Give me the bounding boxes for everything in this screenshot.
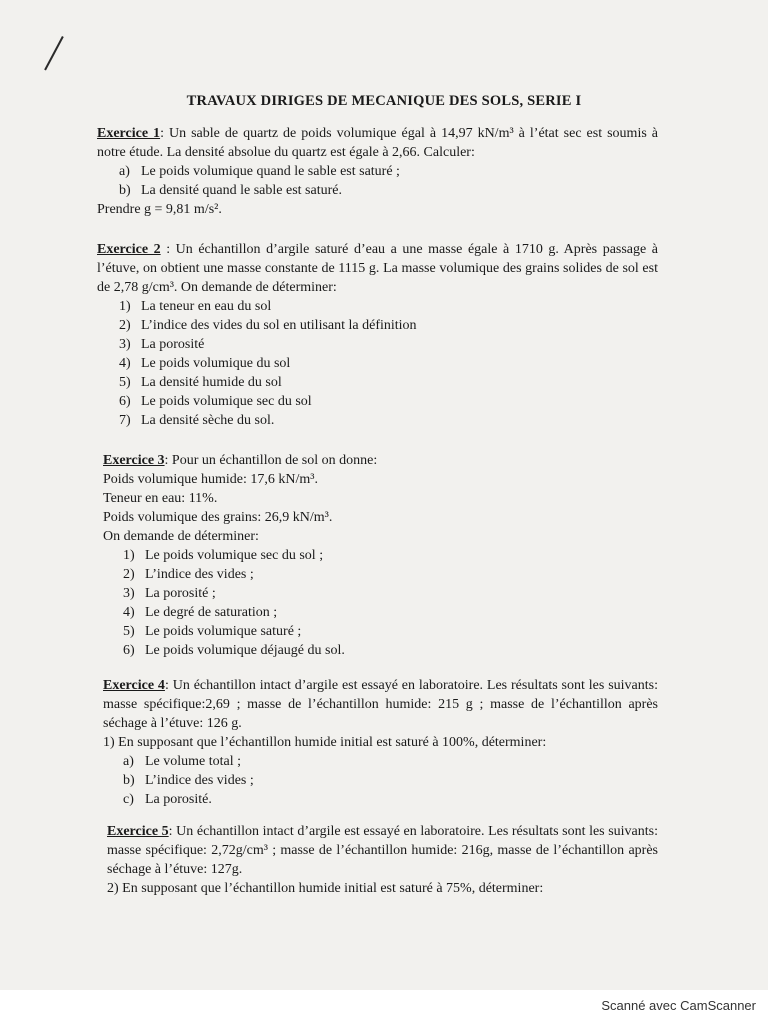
document-title: TRAVAUX DIRIGES DE MECANIQUE DES SOLS, SERIE I	[186, 93, 582, 109]
exercise-3-line: Poids volumique des grains: 26,9 kN/m³.	[103, 510, 333, 525]
pen-mark	[44, 36, 64, 70]
exercise-3-label: Exercice 3	[103, 453, 165, 468]
list-item: a) Le poids volumique quand le sable est saturé ;	[119, 164, 400, 179]
exercise-2-text: : Un échantillon d’argile saturé d’eau a une masse égale à 1710 g. Après passage à l’étuve, on obtient une masse constante de 1115 g. La masse volumique des grains solides de sol est de 2,78 g/cm³. On demande de déterminer:	[97, 242, 659, 295]
list-item: 2) L’indice des vides ;	[123, 567, 254, 582]
exercise-1-text: : Un sable de quartz de poids volumique égal à 14,97 kN/m³ à l’état sec est soumis à notre étude. La densité absolue du quartz est égale à 2,66. Calculer:	[97, 126, 658, 160]
exercise-3	[103, 451, 658, 660]
exercise-4-statement	[103, 676, 658, 733]
list-item: a) Le volume total ;	[123, 754, 242, 769]
list-item: 2) L’indice des vides du sol en utilisant la définition	[119, 318, 417, 333]
exercise-5	[107, 822, 658, 898]
exercise-3-line: Poids volumique humide: 17,6 kN/m³.	[103, 472, 318, 487]
list-item: 7) La densité sèche du sol.	[119, 413, 275, 428]
exercise-1-label: Exercice 1	[97, 126, 161, 141]
exercise-2	[97, 240, 658, 430]
exercise-2-statement	[97, 240, 658, 297]
list-item: 3) La porosité ;	[123, 586, 216, 601]
list-item: 4) Le degré de saturation ;	[123, 605, 278, 620]
exercise-4-question: 1) En supposant que l’échantillon humide initial est saturé à 100%, déterminer:	[103, 735, 547, 750]
list-item: 5) La densité humide du sol	[119, 375, 282, 390]
list-item: 5) Le poids volumique saturé ;	[123, 624, 302, 639]
exercise-1-statement	[97, 124, 658, 162]
exercise-2-items	[97, 297, 658, 430]
exercise-1	[97, 124, 658, 219]
exercise-5-question: 2) En supposant que l’échantillon humide initial est saturé à 75%, déterminer:	[107, 881, 544, 896]
exercise-3-statement	[103, 451, 658, 470]
list-item: 1) Le poids volumique sec du sol ;	[123, 548, 324, 563]
exercise-5-statement	[107, 822, 658, 879]
list-item: c) La porosité.	[123, 792, 212, 807]
list-item: 6) Le poids volumique déjaugé du sol.	[123, 643, 345, 658]
exercise-3-line: On demande de déterminer:	[103, 529, 259, 544]
exercise-1-items	[97, 162, 658, 200]
exercise-5-label: Exercice 5	[107, 824, 169, 839]
exercise-3-text: : Pour un échantillon de sol on donne:	[164, 453, 378, 468]
list-item: 6) Le poids volumique sec du sol	[119, 394, 312, 409]
exercise-4-label: Exercice 4	[103, 678, 165, 693]
exercise-2-label: Exercice 2	[97, 242, 161, 257]
list-item: 4) Le poids volumique du sol	[119, 356, 291, 371]
exercise-1-note: Prendre g = 9,81 m/s².	[97, 202, 222, 217]
exercise-4-text: : Un échantillon intact d’argile est essayé en laboratoire. Les résultats sont les suivants: masse spécifique:2,69 ; masse de l’échantillon humide: 215 g ; masse de l’échantillon après séchage à l’étuve: 126 g.	[103, 678, 658, 731]
list-item: b) La densité quand le sable est saturé.	[119, 183, 342, 198]
exercise-4	[103, 676, 658, 809]
scanner-watermark: Scanné avec CamScanner	[601, 998, 756, 1013]
exercise-3-line: Teneur en eau: 11%.	[103, 491, 218, 506]
exercise-3-items	[103, 546, 658, 660]
list-item: b) L’indice des vides ;	[123, 773, 254, 788]
exercise-4-items	[103, 752, 658, 809]
list-item: 1) La teneur en eau du sol	[119, 299, 272, 314]
list-item: 3) La porosité	[119, 337, 205, 352]
exercise-5-text: : Un échantillon intact d’argile est essayé en laboratoire. Les résultats sont les suivants: masse spécifique: 2,72g/cm³ ; masse de l’échantillon humide: 216g, masse de l’échantillon après séchage à l’étuve: 127g.	[107, 824, 658, 877]
